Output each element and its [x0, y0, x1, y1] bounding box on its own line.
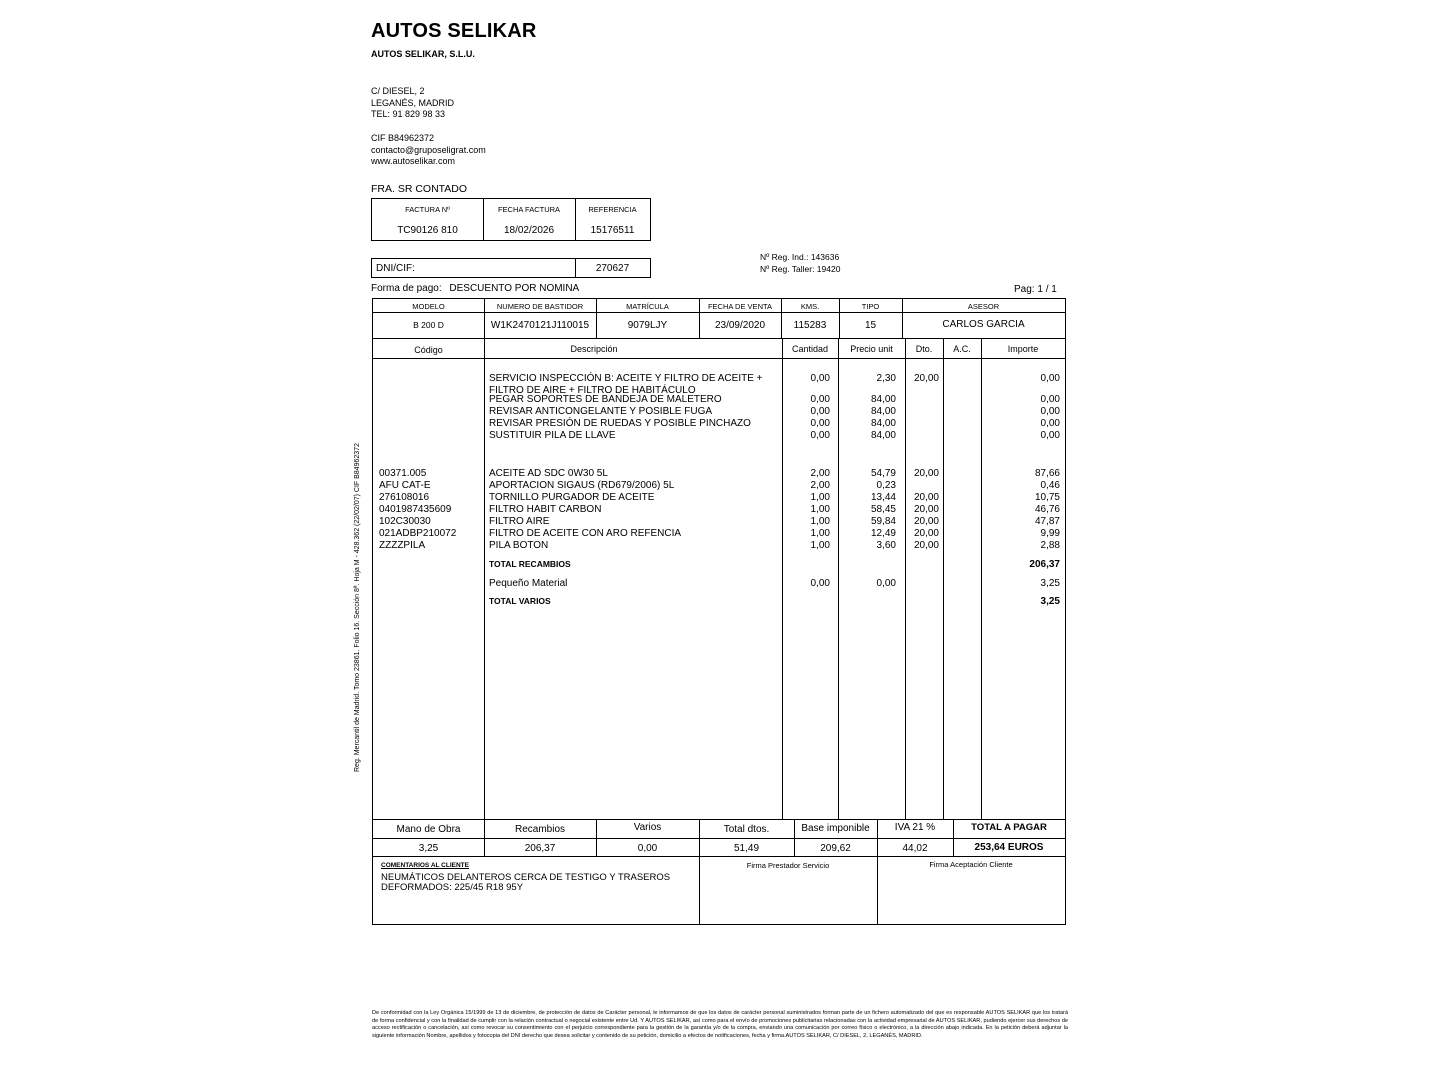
invoice-date: 18/02/2026 [503, 225, 555, 236]
page-number: Pag: 1 / 1 [1014, 284, 1057, 295]
invoice-number-header: FACTURA Nº [405, 205, 450, 214]
kms-header: KMS. [800, 302, 820, 311]
part-row-description: APORTACION SIGAUS (RD679/2006) 5L [489, 480, 675, 491]
kms-value: 115283 [793, 320, 827, 331]
address-line: TEL: 91 829 98 33 [371, 109, 446, 119]
dni-label: DNI/CIF: [376, 263, 415, 274]
lines-table [372, 338, 1066, 820]
part-row-code: ZZZZPILA [379, 540, 426, 551]
sale-date-value: 23/09/2020 [714, 320, 766, 331]
service-row-unit-price: 84,00 [870, 394, 896, 405]
client-label: FRA. SR CONTADO [371, 183, 468, 195]
service-row-amount: 0,00 [1040, 373, 1060, 384]
quantity-header: Cantidad [791, 344, 829, 354]
labor-value: 3,25 [418, 843, 439, 854]
service-row-quantity: 0,00 [810, 394, 830, 405]
part-row-unit-price: 59,84 [870, 516, 896, 527]
invoice-number: TC90126 810 [397, 225, 458, 236]
service-row-quantity: 0,00 [810, 406, 830, 417]
part-row-description: FILTRO DE ACEITE CON ARO REFENCIA [489, 528, 682, 539]
misc-price: 0,00 [876, 578, 896, 589]
part-row-quantity: 1,00 [810, 516, 830, 527]
plate-value: 9079LJY [627, 320, 668, 331]
model-value: B 200 D [413, 320, 444, 330]
part-row-quantity: 2,00 [810, 468, 830, 479]
type-header: TIPO [861, 302, 880, 311]
part-row-unit-price: 54,79 [870, 468, 896, 479]
part-row-discount: 20,00 [913, 516, 939, 527]
misc-value: 0,00 [637, 843, 658, 854]
part-row-quantity: 1,00 [810, 540, 830, 551]
part-row-discount: 20,00 [913, 468, 939, 479]
part-row-unit-price: 12,49 [870, 528, 896, 539]
total-discounts-header: Total dtos. [723, 824, 770, 835]
part-row-quantity: 2,00 [810, 480, 830, 491]
total-discounts-value: 51,49 [733, 843, 760, 854]
discount-header: Dto. [915, 344, 933, 354]
service-row-description: REVISAR PRESIÓN DE RUEDAS Y POSIBLE PINCHAZO [489, 418, 751, 429]
payment-method [371, 283, 579, 294]
cif-line: CIF B84962372 [371, 133, 435, 143]
dni-box [371, 258, 651, 278]
company-contact [371, 133, 486, 168]
advisor-header: ASESOR [967, 302, 1000, 311]
part-row-code: 102C30030 [379, 516, 431, 527]
sale-date-header: FECHA DE VENTA [707, 302, 773, 311]
vehicle-table [372, 298, 1066, 339]
service-row-quantity: 0,00 [810, 430, 830, 441]
part-row-unit-price: 3,60 [876, 540, 896, 551]
part-row-amount: 87,66 [1034, 468, 1060, 479]
plate-header: MATRÍCULA [626, 302, 669, 311]
misc-quantity: 0,00 [810, 578, 830, 589]
reference-value: 15176511 [590, 225, 635, 236]
email-line: contacto@gruposeligrat.com [371, 144, 486, 155]
service-row-quantity: 0,00 [810, 418, 830, 429]
code-header: Código [414, 345, 443, 355]
client-signature-label: Firma Aceptación Cliente [929, 860, 1013, 869]
total-to-pay-value: 253,64 EUROS [974, 842, 1044, 853]
tax-base-header: Base imponible [801, 823, 870, 834]
address-line: LEGANÉS, MADRID [371, 97, 455, 108]
part-row-quantity: 1,00 [810, 528, 830, 539]
misc-description: Pequeño Material [489, 578, 568, 589]
part-row-amount: 10,75 [1034, 492, 1060, 503]
part-row-discount: 20,00 [913, 540, 939, 551]
totals-table [372, 819, 1066, 857]
amount-header: Importe [1007, 344, 1039, 354]
invoice-box [371, 198, 651, 241]
part-row-quantity: 1,00 [810, 492, 830, 503]
part-row-unit-price: 58,45 [870, 504, 896, 515]
description-header: Descripción [570, 344, 618, 354]
type-value: 15 [864, 320, 877, 331]
part-row-code: 00371.005 [379, 468, 427, 479]
service-row-unit-price: 2,30 [876, 373, 896, 384]
part-row-unit-price: 13,44 [870, 492, 896, 503]
payment-label: Forma de pago: [371, 283, 442, 294]
service-row-description: PEGAR SOPORTES DE BANDEJA DE MALETERO [489, 394, 722, 405]
tax-base-value: 209,62 [820, 843, 851, 854]
parts-header: Recambios [514, 824, 566, 835]
vin-value: W1K2470121J110015 [490, 320, 590, 331]
comments-label: COMENTARIOS AL CLIENTE [381, 862, 469, 869]
reference-header: REFERENCIA [588, 205, 637, 214]
part-row-amount: 0,46 [1040, 480, 1060, 491]
invoice-date-header: FECHA FACTURA [497, 205, 561, 214]
part-row-discount: 20,00 [913, 504, 939, 515]
service-row-amount: 0,00 [1040, 430, 1060, 441]
ac-header: A.C. [953, 344, 971, 354]
service-row-amount: 0,00 [1040, 394, 1060, 405]
service-row-discount: 20,00 [913, 373, 939, 384]
address-line: C/ DIESEL, 2 [371, 86, 425, 96]
part-row-description: TORNILLO PURGADOR DE ACEITE [489, 492, 655, 503]
part-row-amount: 47,87 [1034, 516, 1060, 527]
service-row-description: SERVICIO INSPECCIÓN B: ACEITE Y FILTRO DE ACEITE + FILTRO DE AIRE + FILTRO DE HABITÁCULO [489, 373, 763, 396]
service-row-description: SUSTITUIR PILA DE LLAVE [489, 430, 616, 441]
dni-value: 270627 [595, 263, 630, 274]
service-row-description: REVISAR ANTICONGELANTE Y POSIBLE FUGA [489, 406, 713, 417]
unit-price-header: Precio unit [850, 344, 893, 354]
vat-value: 44,02 [902, 843, 928, 854]
part-row-description: FILTRO AIRE [489, 516, 550, 527]
comments-text: NEUMÁTICOS DELANTEROS CERCA DE TESTIGO Y TRASEROS DEFORMADOS: 225/45 R18 95Y [381, 872, 671, 893]
part-row-discount: 20,00 [913, 492, 939, 503]
brand-title: AUTOS SELIKAR [371, 20, 537, 42]
mercantile-registry-text: Reg. Mercantil de Madrid. Tomo 23861. Folio 16. Sección 8ª. Hoja M - 428.362 (22/02/07) CIF B84962372 [354, 443, 361, 772]
model-header: MODELO [412, 302, 445, 311]
website-line: www.autoselikar.com [371, 156, 456, 166]
part-row-description: PILA BOTON [489, 540, 549, 551]
service-row-amount: 0,00 [1040, 406, 1060, 417]
part-row-code: AFU CAT-E [379, 480, 431, 491]
service-row-unit-price: 84,00 [870, 430, 896, 441]
misc-header: Varios [633, 822, 662, 833]
registry-info [760, 251, 840, 275]
company-address [371, 86, 454, 121]
vat-header: IVA 21 % [894, 822, 936, 833]
parts-value: 206,37 [524, 843, 556, 854]
part-row-amount: 46,76 [1034, 504, 1060, 515]
provider-signature-label: Firma Prestador Servicio [746, 861, 830, 870]
part-row-unit-price: 0,23 [876, 480, 896, 491]
part-row-description: FILTRO HABIT CARBON [489, 504, 602, 515]
labor-header: Mano de Obra [396, 824, 461, 835]
service-row-unit-price: 84,00 [870, 418, 896, 429]
total-parts-value: 206,37 [1029, 559, 1060, 570]
legal-notice: De conformidad con la Ley Orgánica 15/1999 de 13 de diciembre, de protección de datos de Carácter personal, le informamos de que los datos de carácter personal suministrados forman parte de un fichero automatizado del que es responsable AUTOS SELIKAR que los tratará de forma confidencial y con la finalidad de cumplir con la relación contractual o negocial existente entre Ud. Y AUTOS SELIKAR, así como para el envío de promociones publicitarias relacionadas con la actividad empresarial de AUTOS SELIKAR, pudiendo ejercer sus derechos de acceso rectificación o cancelación, así como revocar su consentimiento con el perjuicio correspondiente para la gestión de la garantía y/o de la compra, enviando una comunicación por correo físico o electrónico, a la dirección abajo indicada. En la petición deberá adjuntar la siguiente información Nombre, apellidos y fotocopia del DNI derecho que desea solicitar y contenido de su petición, domicilio a efectos de notificaciones, fecha y firma.AUTOS SELIKAR, C/ DIESEL, 2, LEGANÉS, MADRID. [372, 1010, 1068, 1039]
part-row-amount: 9,99 [1040, 528, 1060, 539]
registry-industrial: Nº Reg. Ind.: 143636 [760, 252, 840, 262]
total-misc-label: TOTAL VARIOS [489, 596, 551, 606]
registry-workshop: Nº Reg. Taller: 19420 [760, 264, 841, 274]
part-row-description: ACEITE AD SDC 0W30 5L [489, 468, 608, 479]
advisor-value: CARLOS GARCIA [942, 319, 1025, 330]
part-row-code: 276108016 [379, 492, 430, 503]
part-row-code: 0401987435609 [379, 504, 452, 515]
total-parts-label: TOTAL RECAMBIOS [489, 559, 571, 569]
company-name: AUTOS SELIKAR, S.L.U. [371, 49, 475, 59]
footer-box [372, 856, 1066, 925]
misc-amount: 3,25 [1040, 578, 1060, 589]
part-row-amount: 2,88 [1040, 540, 1060, 551]
part-row-code: 021ADBP210072 [379, 528, 457, 539]
vin-header: NUMERO DE BASTIDOR [496, 302, 584, 311]
service-row-quantity: 0,00 [810, 373, 830, 384]
service-row-unit-price: 84,00 [870, 406, 896, 417]
service-row-amount: 0,00 [1040, 418, 1060, 429]
part-row-quantity: 1,00 [810, 504, 830, 515]
total-to-pay-header: TOTAL A PAGAR [971, 822, 1047, 833]
part-row-discount: 20,00 [913, 528, 939, 539]
total-misc-value: 3,25 [1040, 596, 1060, 607]
payment-value: DESCUENTO POR NOMINA [449, 283, 580, 294]
